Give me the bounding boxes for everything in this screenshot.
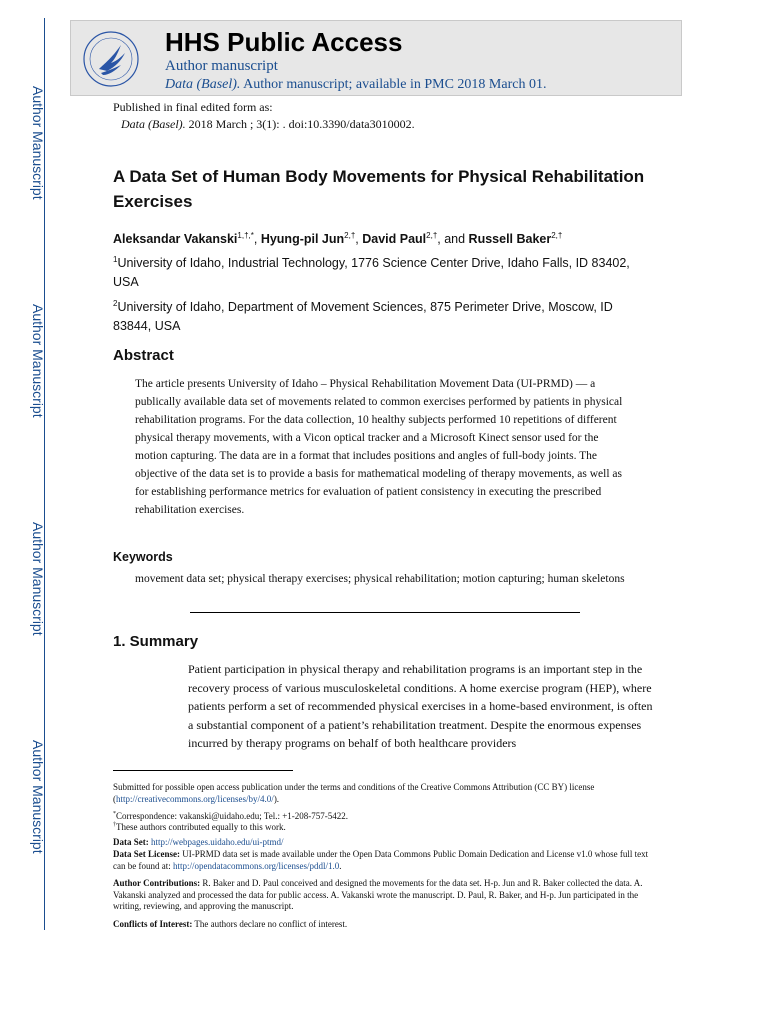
hhs-eagle-logo-icon <box>81 29 141 89</box>
author-separator: , and <box>437 232 469 247</box>
published-label: Published in final edited form as: <box>113 100 273 114</box>
keywords-text: movement data set; physical therapy exercises; physical rehabilitation; motion capturing; human skeletons <box>135 573 625 585</box>
footnote-author-contributions <box>113 878 658 913</box>
dataset-license-end: . <box>339 860 342 871</box>
affiliation-text: University of Idaho, Department of Movement Sciences, 875 Perimeter Drive, Moscow, ID 83844, USA <box>113 300 613 334</box>
license-link[interactable]: http://creativecommons.org/licenses/by/4.0/ <box>116 793 274 804</box>
author-separator: , <box>253 232 261 247</box>
section-heading-summary: 1. Summary <box>113 633 199 650</box>
author-name: Aleksandar Vakanski <box>113 232 238 247</box>
author-list <box>113 231 562 246</box>
side-label-author-manuscript: Author Manuscript <box>30 522 46 636</box>
correspondence-text: Correspondence: vakanski@uidaho.edu; Tel.: +1-208-757-5422. <box>116 811 349 821</box>
footnote-equal-contribution <box>113 820 658 834</box>
header-journal: Data (Basel). <box>165 77 241 92</box>
license-end: ). <box>273 793 280 804</box>
dataset-label: Data Set: <box>113 837 149 847</box>
header-title: HHS Public Access <box>165 27 403 57</box>
footnote-dataset-license <box>113 849 658 872</box>
conflicts-text: The authors declare no conflict of interest. <box>194 919 348 929</box>
dataset-license-link[interactable]: http://opendatacommons.org/licenses/pddl/1.0 <box>172 860 340 871</box>
author-affiliation-mark: 2,† <box>551 231 563 240</box>
author-name: Hyung-pil Jun <box>260 232 345 247</box>
abstract-text: The article presents University of Idaho – Physical Rehabilitation Movement Data (UI-PRMD) — a publically available data set of movements related to common exercises performed by patients in physical rehabilitation programs. For the data collection, 10 healthy subjects performed 10 repetitions of different physical therapy movements, with a Vicon optical tracker and a Microsoft Kinect sensor used for the motion capturing. The data are in a format that includes positions and angles of full-body joints. The objective of the data set is to provide a basis for mathematical modeling of therapy movements, as well as for establishing performance metrics for evaluation of patient consistency in executing the prescribed rehabilitation exercises. <box>135 378 623 516</box>
contributions-label: Author Contributions: <box>113 878 201 888</box>
contributions-text: R. Baker and D. Paul conceived and designed the movements for the data set. H-p. Jun and R. Baker collected the data. A. Vakanski analyzed and processed the data for public access. A. Vakanski wrote the manuscript. D. Paul, R. Baker, and H-p. Jun participated in the writing, reviewing, and approving the manuscript. <box>113 878 643 911</box>
author-separator: , <box>355 232 363 247</box>
published-journal: Data (Basel). <box>121 117 186 131</box>
author-affiliation-mark: 2,† <box>426 231 438 240</box>
summary-text: Patient participation in physical therapy and rehabilitation programs is an important step in the recovery process of various musculoskeletal conditions. A home exercise program (HEP), where patients perform a set of recommended physical exercises in a home-based environment, is often a substantial component of a patient’s rehabilitation treatment. Despite the enormous expenses incurred by therapy programs on behalf of both healthcare providers <box>188 662 653 750</box>
license-text: Submitted for possible open access publication under the terms and conditions of the Creative Commons Attribution (CC BY) license ( <box>113 782 595 804</box>
affiliation-mark: 2 <box>113 299 118 308</box>
header-citation <box>165 77 546 93</box>
footnote-dataset <box>113 837 658 849</box>
side-label-author-manuscript: Author Manuscript <box>30 86 46 200</box>
equal-mark: † <box>113 822 116 828</box>
footnote-divider <box>113 770 293 771</box>
conflicts-label: Conflicts of Interest: <box>113 919 193 929</box>
published-citation <box>121 117 415 132</box>
keywords-heading: Keywords <box>113 550 173 564</box>
affiliation-text: University of Idaho, Industrial Technology, 1776 Science Center Drive, Idaho Falls, ID 83402, USA <box>113 256 630 290</box>
side-label-author-manuscript: Author Manuscript <box>30 740 46 854</box>
hhs-header <box>70 20 682 96</box>
abstract-heading: Abstract <box>113 347 174 364</box>
article-title: A Data Set of Human Body Movements for Physical Rehabilitation Exercises <box>113 167 645 211</box>
author-affiliation-mark: 1,†,* <box>237 231 254 240</box>
dataset-link[interactable]: http://webpages.uidaho.edu/ui-ptmd/ <box>151 837 284 847</box>
author-name: David Paul <box>362 232 427 247</box>
side-label-author-manuscript: Author Manuscript <box>30 304 46 418</box>
equal-text: These authors contributed equally to this work. <box>116 822 286 832</box>
header-subtitle: Author manuscript <box>165 58 278 74</box>
footnote-license <box>113 782 658 805</box>
section-divider <box>190 612 580 613</box>
author-name: Russell Baker <box>468 232 552 247</box>
footnote-conflicts <box>113 919 658 931</box>
dataset-license-label: Data Set License: <box>113 849 180 859</box>
header-citation-text: Author manuscript; available in PMC 2018 March 01. <box>240 77 547 92</box>
affiliation-mark: 1 <box>113 255 118 264</box>
author-affiliation-mark: 2,† <box>344 231 356 240</box>
affiliation <box>113 294 653 336</box>
dataset-license-text: UI-PRMD data set is made available under the Open Data Commons Public Domain Dedication and License v1.0 whose full text can be found at: <box>113 849 649 871</box>
affiliation <box>113 250 653 292</box>
correspondence-mark: * <box>113 811 116 817</box>
published-citation-text: 2018 March ; 3(1): . doi:10.3390/data3010002. <box>185 117 415 131</box>
